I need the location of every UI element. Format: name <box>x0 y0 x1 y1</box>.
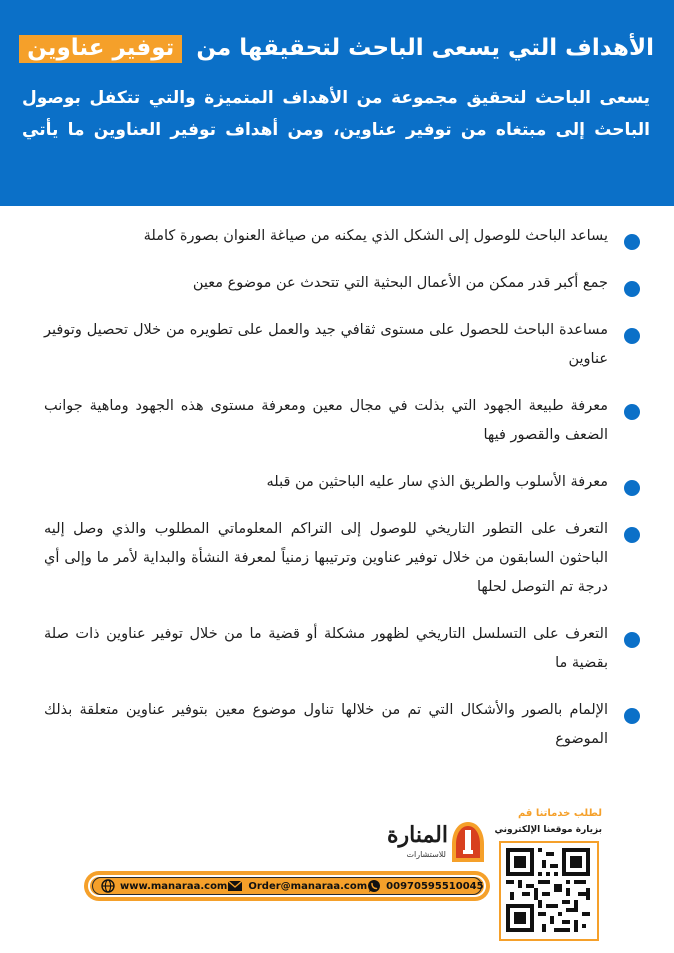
qr-title: لطلب خدماتنا قم <box>517 808 602 819</box>
goal-text: الإلمام بالصور والأشكال التي تم من خلالها تناول موضوع معين بتوفير عناوين متعلقة بذلك الموضوع <box>44 702 608 747</box>
header-banner <box>0 0 674 206</box>
page-title <box>19 28 654 68</box>
intro-line: يسعى الباحث لتحقيق مجموعة من الأهداف المتميزة والتي تتكفل بوصول <box>22 88 650 108</box>
list-item <box>44 392 644 450</box>
logo-word: المنارة <box>386 822 448 848</box>
phone-link[interactable] <box>367 879 483 893</box>
email-text: Order@manaraa.com <box>248 880 368 892</box>
goals-list <box>44 222 644 772</box>
goal-text: معرفة طبيعة الجهود التي بذلت في مجال معين ومعرفة مستوى هذه الجهود وماهية جوانب الضعف والقصور فيها <box>44 398 608 443</box>
bullet-icon <box>624 281 640 297</box>
phone-text: 00970595510045 <box>386 880 484 892</box>
list-item <box>44 620 644 678</box>
qr-frame <box>499 841 599 941</box>
goal-text: يساعد الباحث للوصول إلى الشكل الذي يمكنه من صياغة العنوان بصورة كاملة <box>143 228 608 244</box>
contact-bar <box>86 873 488 899</box>
bullet-icon <box>624 234 640 250</box>
list-item <box>44 222 644 251</box>
bullet-icon <box>624 404 640 420</box>
goal-text: جمع أكبر قدر ممكن من الأعمال البحثية التي تتحدث عن موضوع معين <box>192 275 608 291</box>
list-item <box>44 696 644 754</box>
goal-text: معرفة الأسلوب والطريق الذي سار عليه الباحثين من قبله <box>266 474 608 490</box>
goal-text: التعرف على التسلسل التاريخي لظهور مشكلة أو قضية ما من خلال توفير عناوين ذات صلة بقضية ما <box>44 626 608 671</box>
list-item <box>44 468 644 497</box>
website-link[interactable] <box>101 879 227 893</box>
list-item <box>44 316 644 374</box>
bullet-icon <box>624 527 640 543</box>
qr-subtitle: بزيارة موقعنا الإلكتروني <box>494 825 602 835</box>
email-link[interactable] <box>227 879 367 893</box>
bullet-icon <box>624 328 640 344</box>
brand-logo <box>380 820 490 864</box>
intro-paragraph <box>22 82 650 146</box>
bullet-icon <box>624 708 640 724</box>
intro-line: الباحث إلى مبتغاه من توفير عناوين، ومن أهداف توفير العناوين ما يأتي <box>22 120 650 140</box>
bullet-icon <box>624 632 640 648</box>
lighthouse-logo-icon <box>450 820 486 864</box>
list-item <box>44 269 644 298</box>
whatsapp-icon <box>367 879 381 893</box>
contact-bar-inner <box>92 877 482 895</box>
list-item <box>44 515 644 602</box>
title-highlight: توفير عناوين <box>19 35 182 63</box>
globe-icon <box>101 879 115 893</box>
envelope-icon <box>227 879 243 893</box>
logo-subtitle: للاستشارات <box>406 850 446 859</box>
goal-text: مساعدة الباحث للحصول على مستوى ثقافي جيد والعمل على تطويره من خلال تحصيل وتوفير عناوين <box>44 322 608 367</box>
bullet-icon <box>624 480 640 496</box>
goal-text: التعرف على التطور التاريخي للوصول إلى التراكم المعلوماتي المطلوب والذي وصل إليه الباحثون السابقون من خلال توفير عناوين وترتيبها زمنياً لمعرفة النشأة والبداية لأمر ما وإلى أي درجة تم التوصل لحلها <box>44 521 608 595</box>
title-main: الأهداف التي يسعى الباحث لتحقيقها من <box>196 35 654 61</box>
qr-code-icon[interactable] <box>506 848 590 932</box>
website-text: www.manaraa.com <box>120 880 228 892</box>
